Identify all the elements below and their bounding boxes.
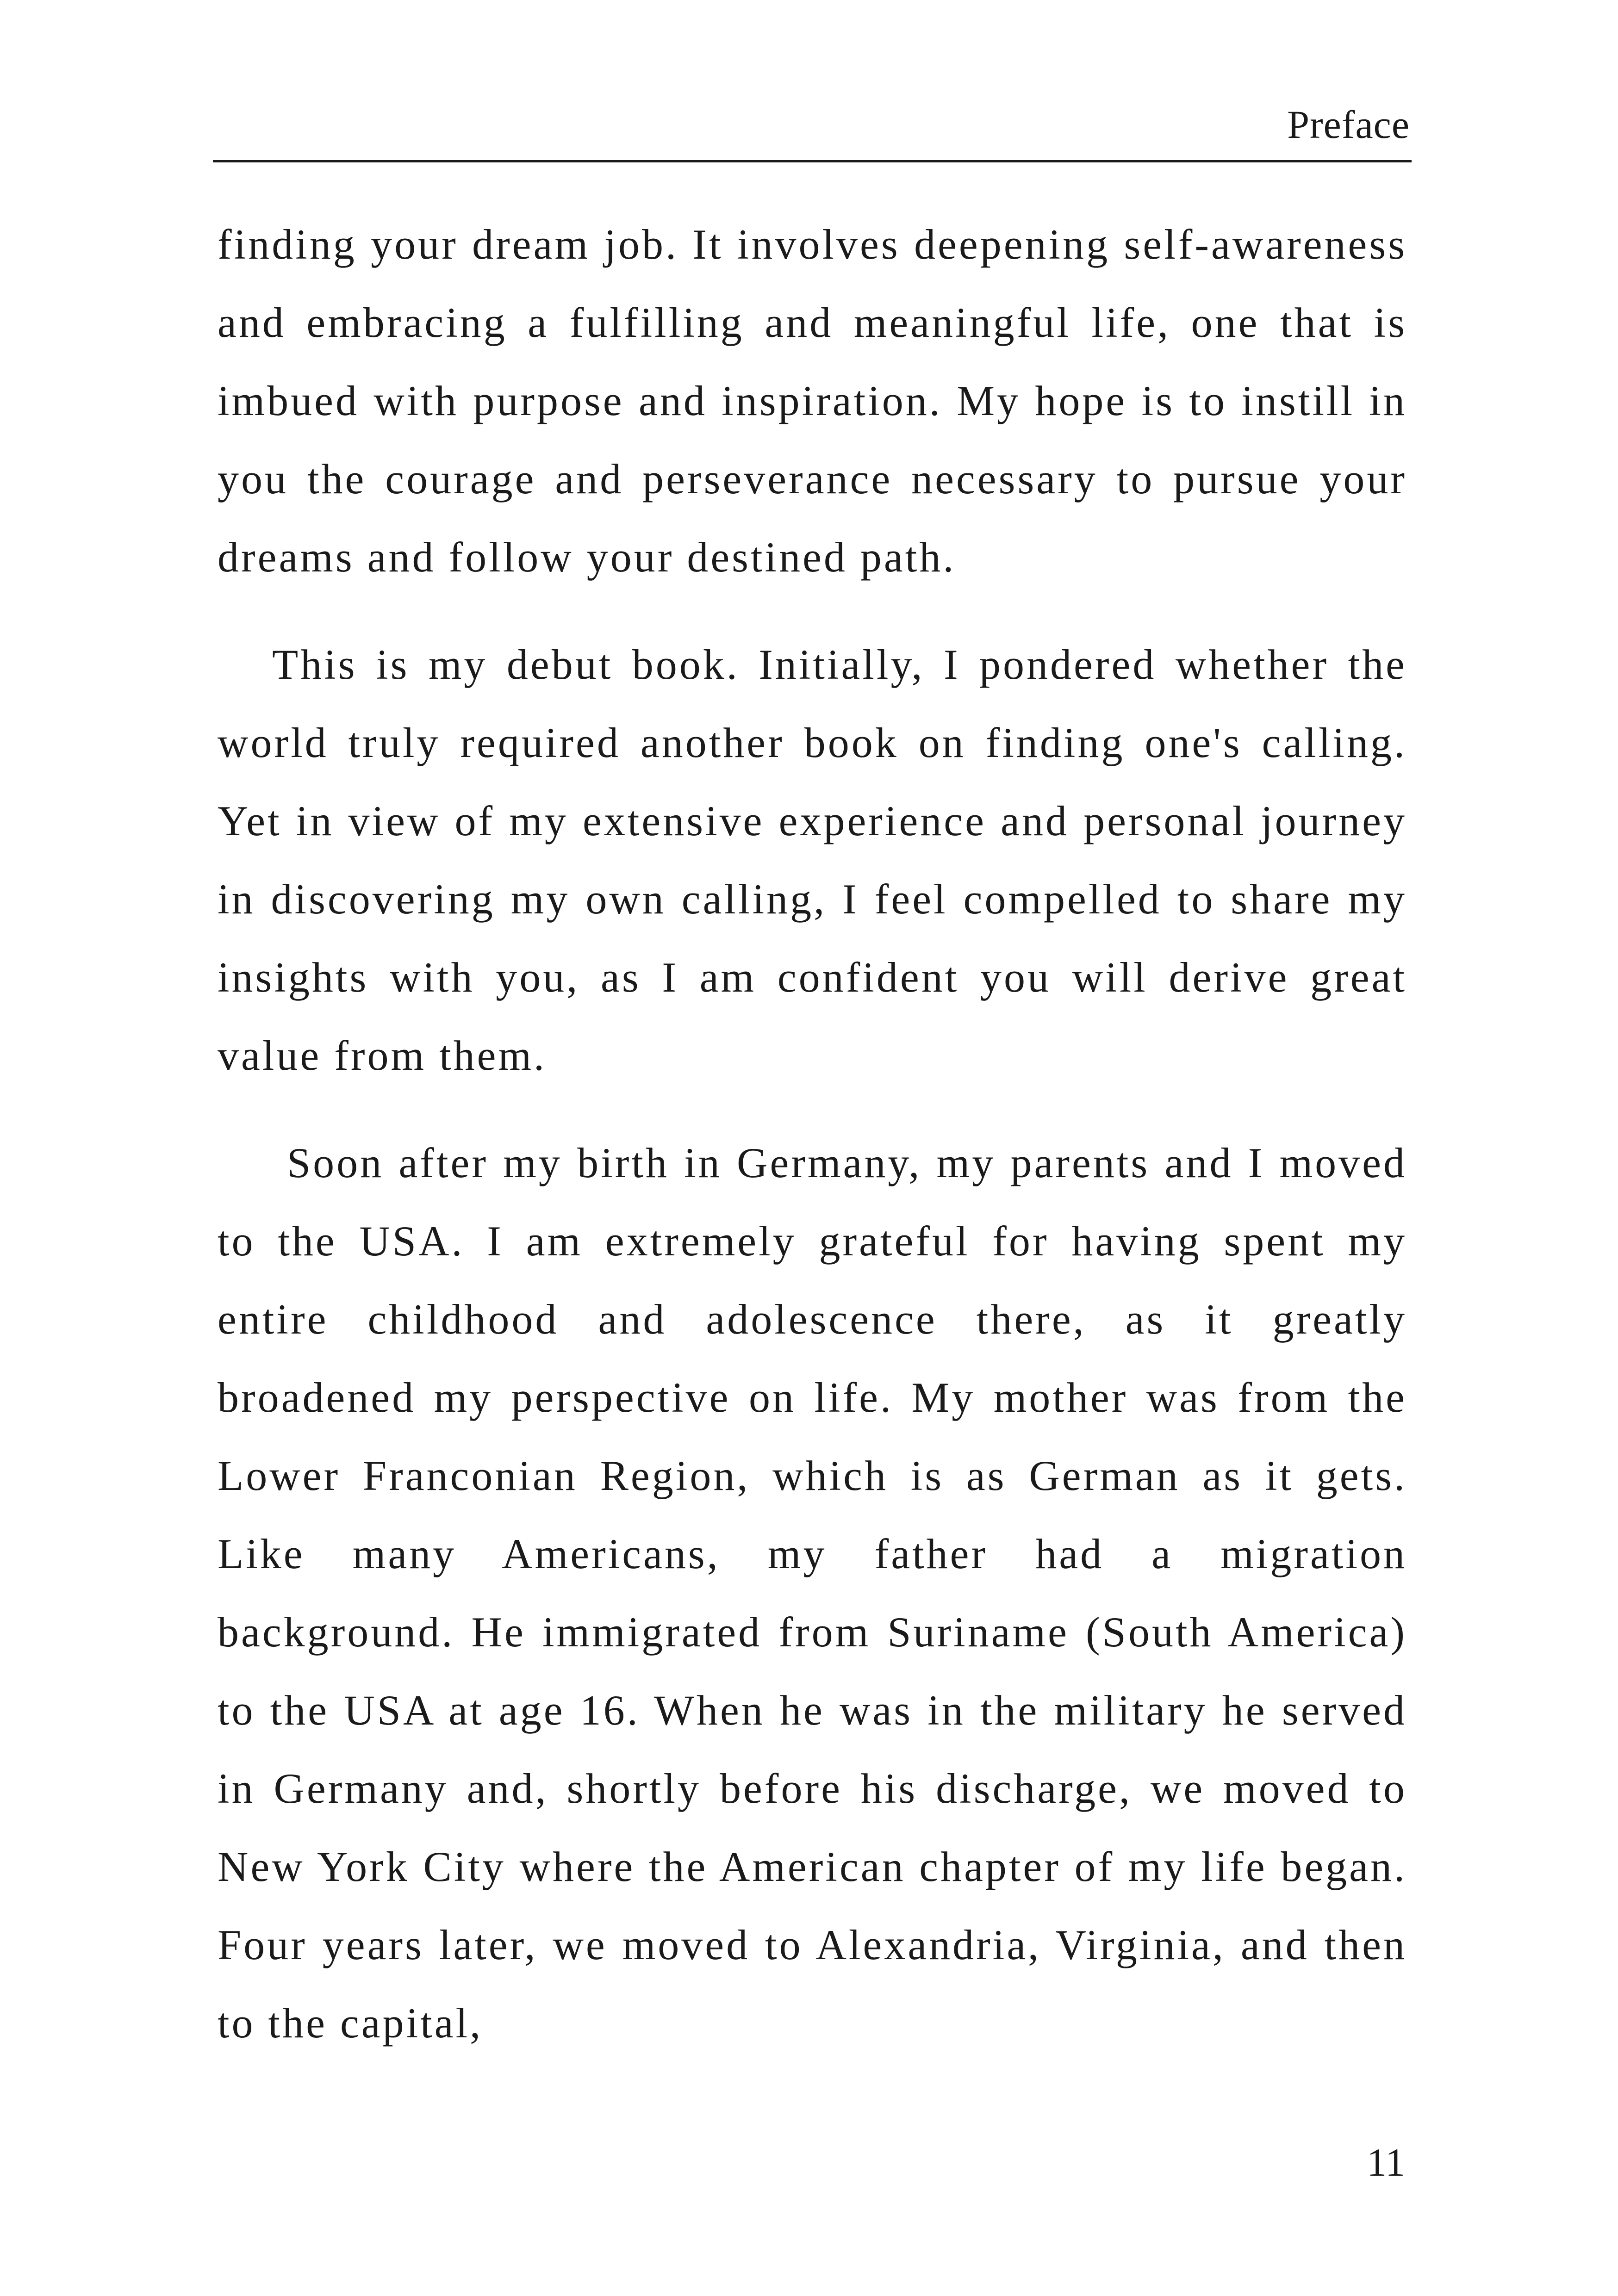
page-number: 11 <box>1367 2140 1405 2184</box>
running-head-title: Preface <box>1287 102 1410 147</box>
body-text <box>218 205 1407 2062</box>
header-rule <box>213 160 1412 162</box>
paragraph-continuation: finding your dream job. It involves deepening self-awareness and embracing a fulfilling and meaningful life, one that is imbued with purpose and inspiration. My hope is to instill in you the courage and perseverance necessary to pursue your dreams and follow your destined path. <box>218 221 1407 581</box>
paragraph-birth-germany: Soon after my birth in Germany, my parents and I moved to the USA. I am extremely grateful for having spent my entire childhood and adolescence there, as it greatly broadened my perspective on life. My mother was from the Lower Franconian Region, which is as German as it gets. Like many Americans, my father had a migration background. He immigrated from Suriname (South America) to the USA at age 16. When he was in the military he served in Germany and, shortly before his discharge, we moved to New York City where the American chapter of my life began. Four years later, we moved to Alexandria, Virginia, and then to the capital, <box>218 1139 1407 2047</box>
paragraph-debut-book: This is my debut book. Initially, I pondered whether the world truly required another book on finding one's calling. Yet in view of my extensive experience and personal journey in discovering my own calling, I feel compelled to share my insights with you, as I am confident you will derive great value from them. <box>218 641 1407 1079</box>
